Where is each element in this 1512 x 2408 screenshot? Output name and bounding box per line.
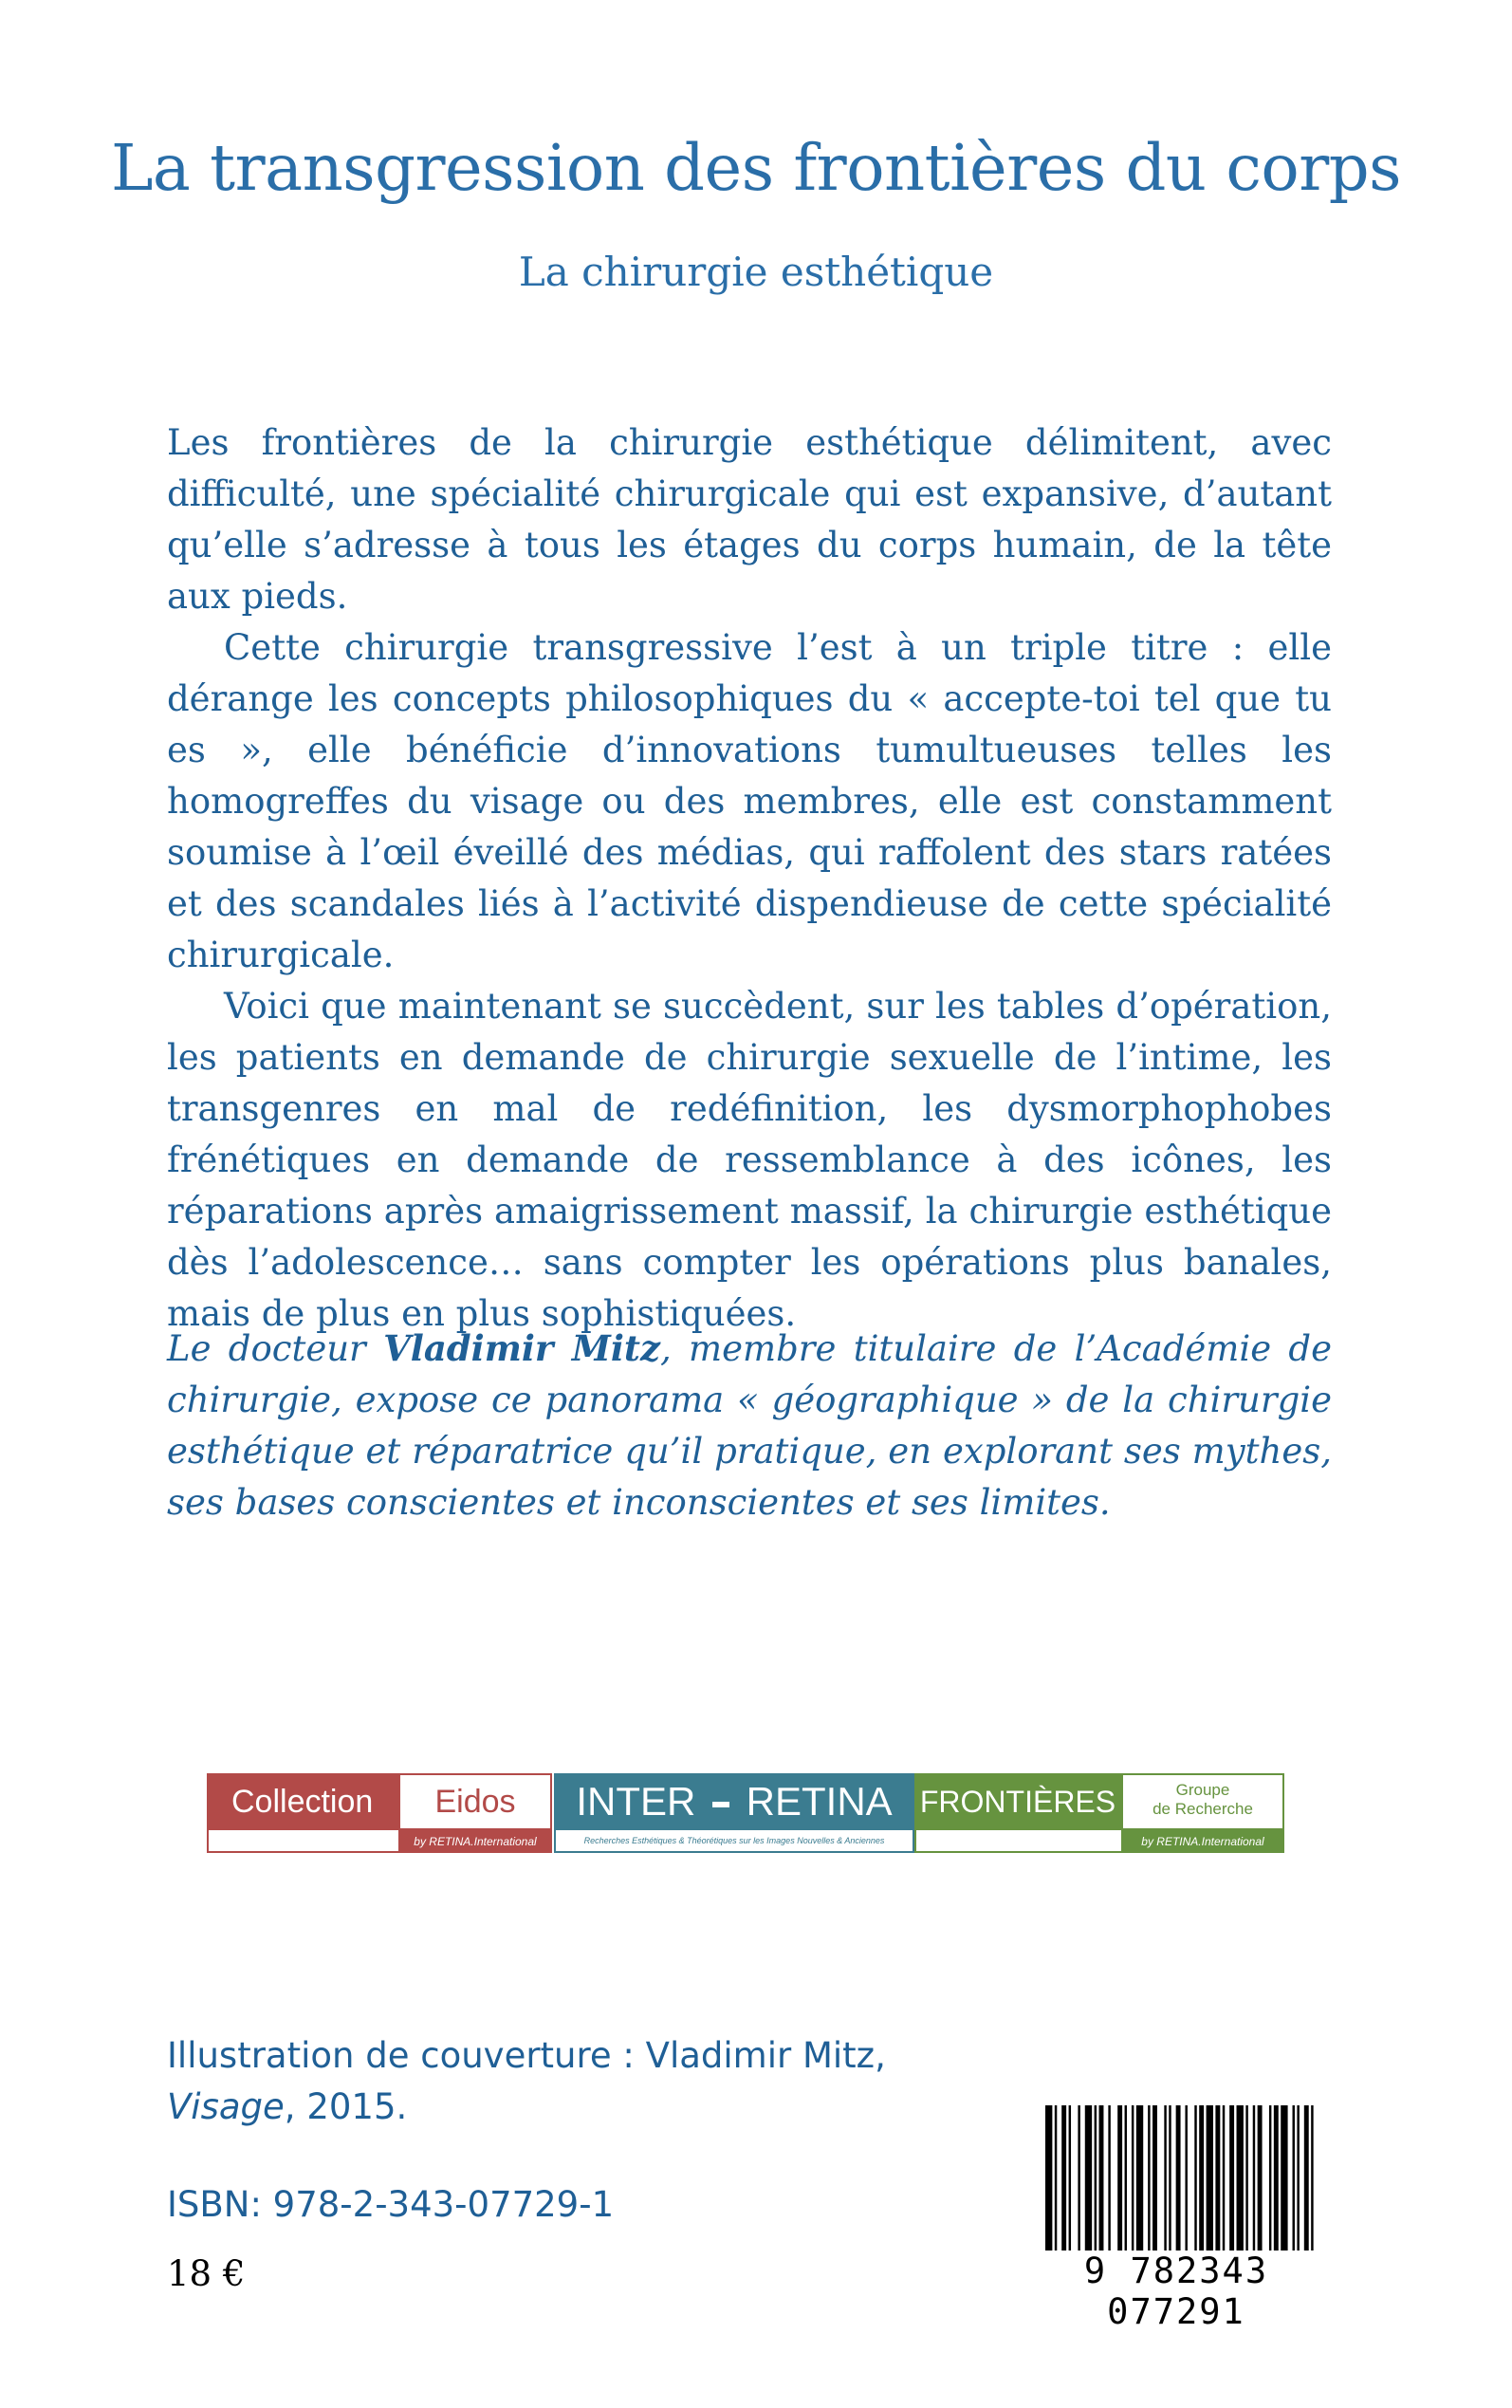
isbn: ISBN: 978-2-343-07729-1	[167, 2184, 615, 2225]
cover-credit-work: Visage	[167, 2086, 285, 2127]
author-note-after: , membre titulaire de l’Académie de chirurgie, expose ce panorama « géographique » de la chirurgie esthétique et réparatrice qu’il pratique, en explorant ses mythes, ses bases conscientes et inconscientes et ses limites.	[167, 1328, 1332, 1523]
logo-eidos-label: Eidos	[398, 1773, 552, 1830]
cover-credit-line1: Illustration de couverture : Vladimir Mitz,	[167, 2035, 886, 2076]
logo-collection-label: Collection	[207, 1773, 398, 1830]
cover-credit-year: , 2015.	[284, 2086, 408, 2127]
logo-recherche-label: de Recherche	[1152, 1800, 1253, 1818]
logo-inter-sub: Recherches Esthétiques & Théorétiques sur les Images Nouvelles & Anciennes	[554, 1830, 914, 1853]
logo-groupe-label: Groupe	[1175, 1781, 1230, 1799]
logo-eidos-sub: by RETINA.International	[398, 1830, 552, 1853]
price: 18 €	[167, 2253, 246, 2294]
cover-credit-line2	[167, 2082, 886, 2133]
logo-retina-label: RETINA	[746, 1779, 893, 1824]
inter-retina-logo	[554, 1773, 914, 1853]
frontieres-logo	[914, 1773, 1284, 1853]
logo-dash-icon	[712, 1802, 729, 1807]
logo-frontieres-label: FRONTIÈRES	[914, 1773, 1121, 1830]
logo-inter-label: INTER	[576, 1779, 696, 1824]
blurb-paragraph-3: Voici que maintenant se succèdent, sur les tables d’opération, les patients en demande de chirurgie sexuelle de l’intime, les transgenres en mal de redéfinition, les dysmorphophobes frénétiques en demande de ressemblance à des icônes, les réparations après amaigrissement massif, la chirurgie esthétique dès l’adolescence… sans compter les opérations plus banales, mais de plus en plus sophistiquées.	[167, 986, 1332, 1334]
author-name: Vladimir Mitz	[383, 1327, 660, 1369]
book-title: La transgression des frontières du corps	[110, 131, 1402, 205]
blurb-paragraph-1: Les frontières de la chirurgie esthétique délimitent, avec difficulté, une spécialité chirurgicale qui est expansive, d’autant qu’elle s’adresse à tous les étages du corps humain, de la tête aux pieds.	[167, 422, 1332, 617]
book-subtitle: La chirurgie esthétique	[518, 249, 994, 295]
author-note	[167, 1323, 1332, 1528]
blurb-paragraph-2: Cette chirurgie transgressive l’est à un triple titre : elle dérange les concepts philosophiques du « accepte-toi tel que tu es », elle bénéficie d’innovations tumultueuses telles les homogreffes du visage ou des membres, elle est constamment soumise à l’œil éveillé des médias, qui raffolent des stars ratées et des scandales liés à l’activité dispendieuse de cette spécialité chirurgicale.	[167, 627, 1332, 975]
cover-credit	[167, 2030, 886, 2133]
logo-groupe-box	[1121, 1773, 1284, 1830]
barcode-number: 9 782343 077291	[1024, 2251, 1328, 2332]
blurb	[167, 417, 1332, 1340]
logo-inter-retina-banner	[554, 1773, 914, 1830]
logo-frontieres-sub: by RETINA.International	[1121, 1830, 1284, 1853]
author-note-before: Le docteur	[167, 1328, 384, 1369]
collection-eidos-logo	[207, 1773, 552, 1853]
